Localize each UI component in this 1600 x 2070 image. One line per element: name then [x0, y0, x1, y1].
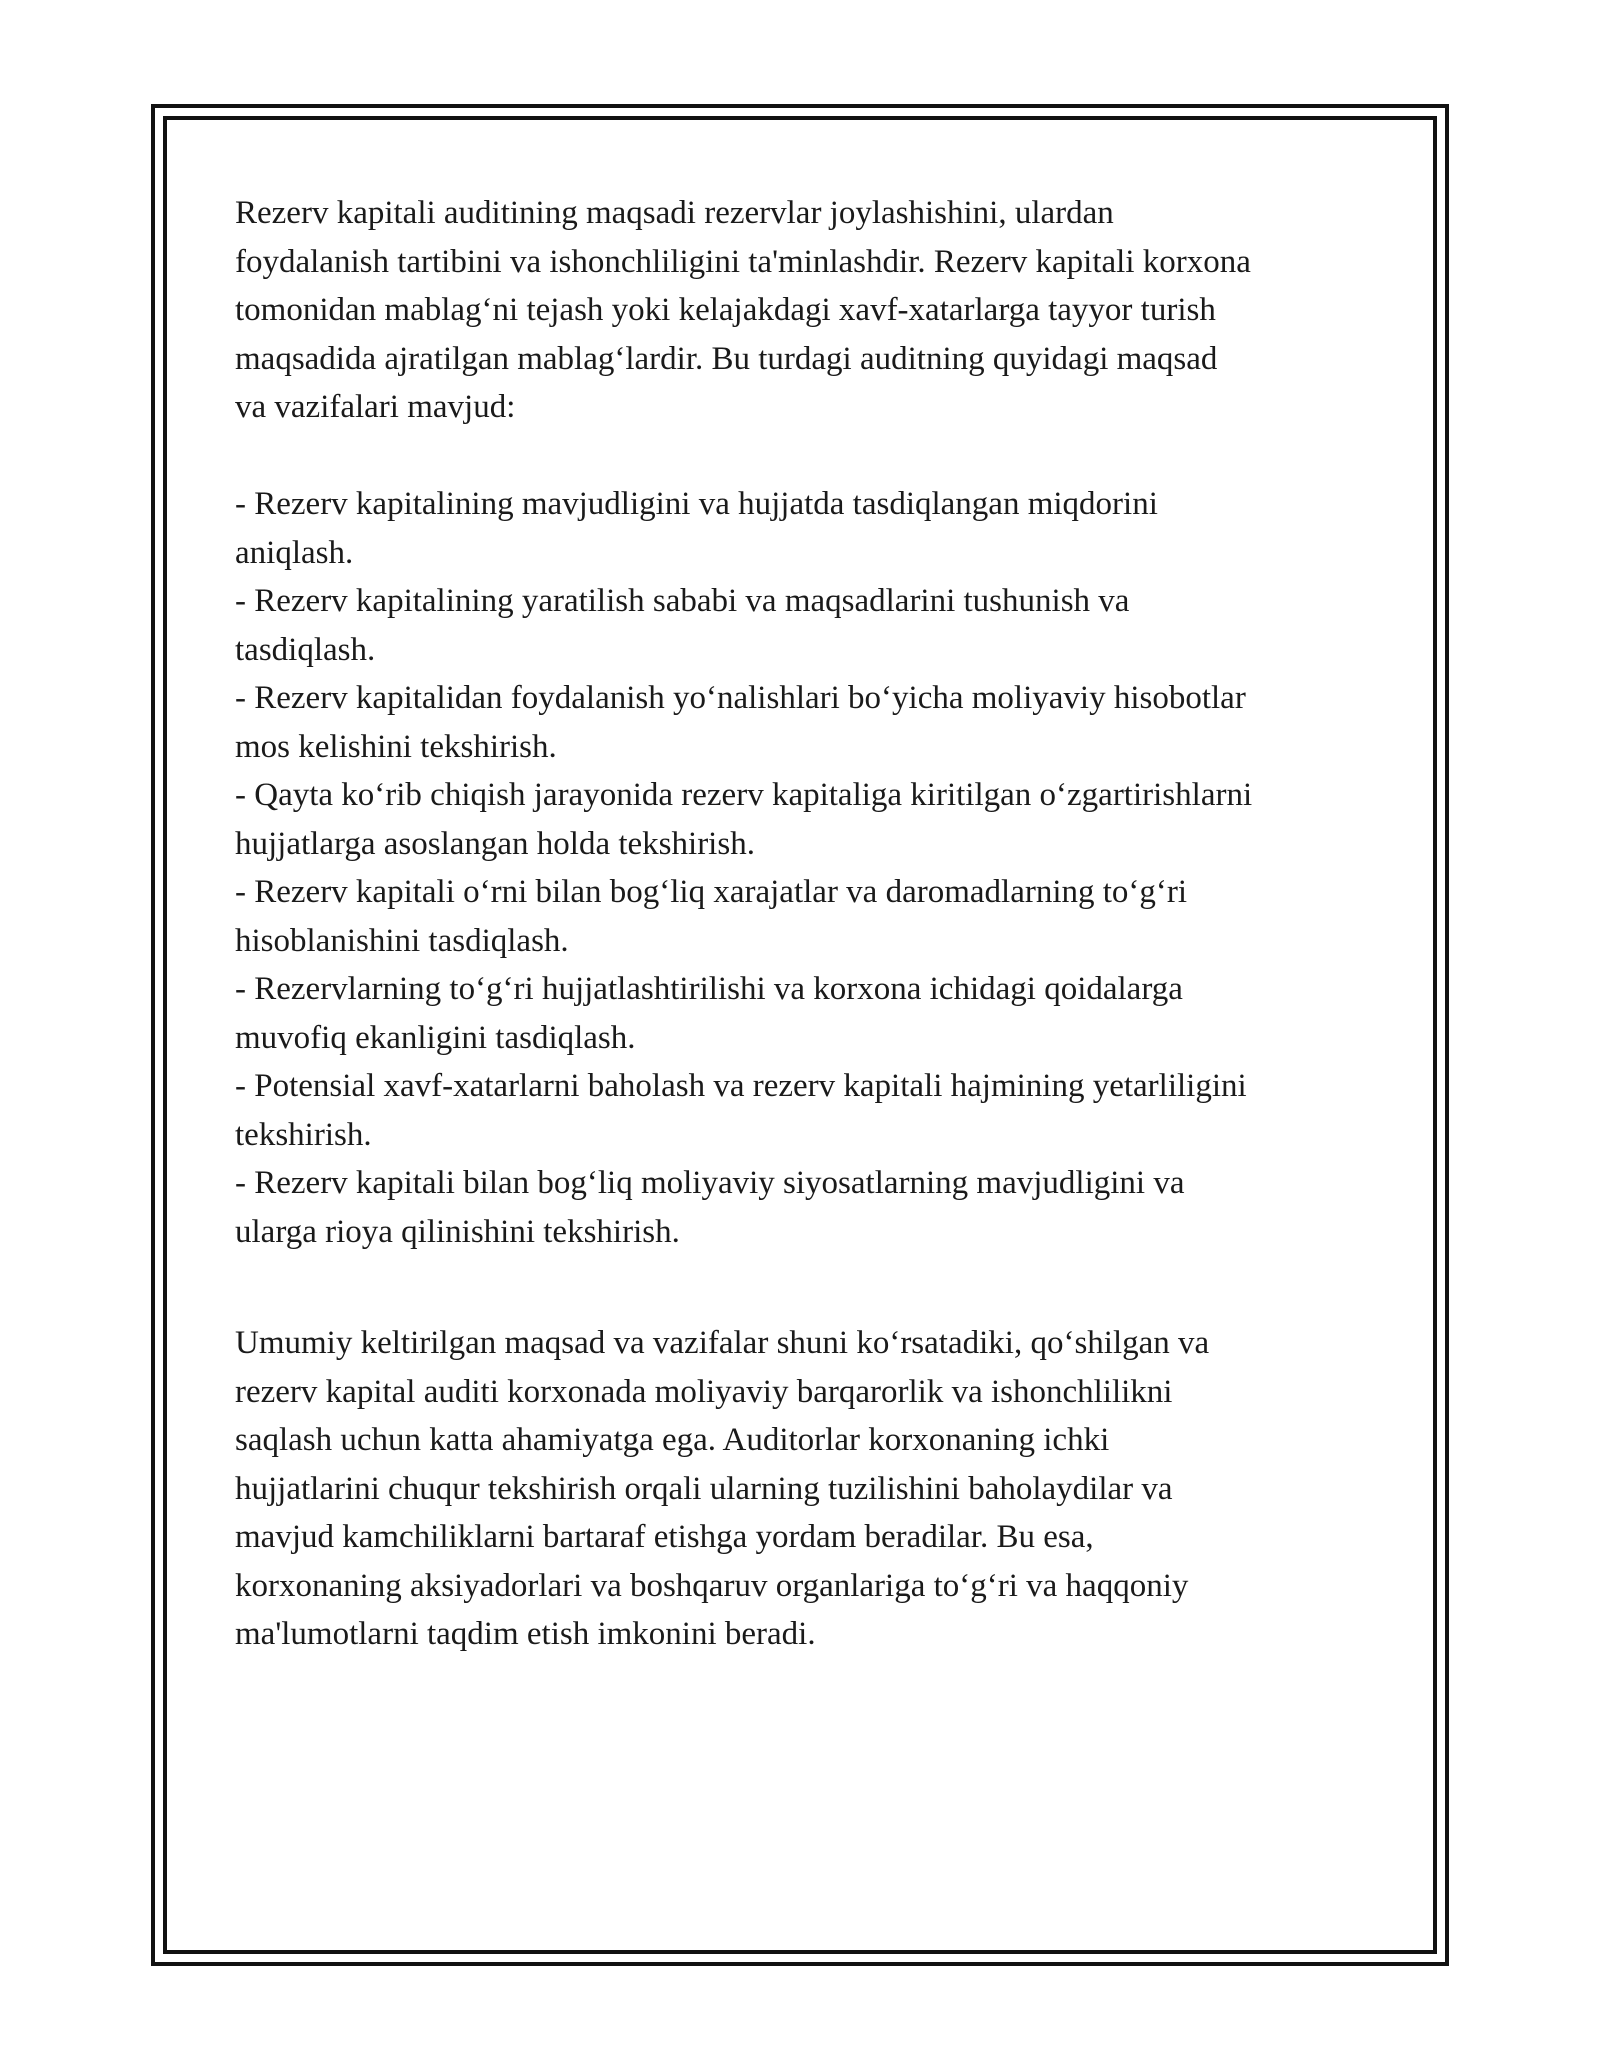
- list-item: - Rezerv kapitalidan foydalanish yo‘nalishlari bo‘yicha moliyaviy hisobotlar mos kelishini tekshirish.: [235, 680, 1246, 765]
- paragraph-spacer: [235, 432, 1375, 481]
- intro-paragraph: Rezerv kapitali auditining maqsadi rezervlar joylashishini, ulardan foydalanish tartibini va ishonchliligini ta'minlashdir. Rezerv kapitali korxona tomonidan mablag‘ni tejash yoki kelajakdagi xavf-xatarlarga tayyor turish maqsadida ajratilgan mablag‘lardir. Bu turdagi auditning quyidagi maqsad va vazifalari mavjud:: [235, 195, 1251, 425]
- document-body: [235, 189, 1375, 1659]
- conclusion-paragraph: Umumiy keltirilgan maqsad va vazifalar shuni ko‘rsatadiki, qo‘shilgan va rezerv kapital auditi korxonada moliyaviy barqarorlik va ishonchlilikni saqlash uchun katta ahamiyatga ega. Auditorlar korxonaning ichki hujjatlarini chuqur tekshirish orqali ularning tuzilishini baholaydilar va mavjud kamchiliklarni bartaraf etishga yordam beradilar. Bu esa, korxonaning aksiyadorlari va boshqaruv organlariga to‘g‘ri va haqqoniy ma'lumotlarni taqdim etish imkonini beradi.: [235, 1325, 1210, 1652]
- list-item: - Qayta ko‘rib chiqish jarayonida rezerv kapitaliga kiritilgan o‘zgartirishlarni hujjatlarga asoslangan holda tekshirish.: [235, 777, 1253, 862]
- list-item: - Rezervlarning to‘g‘ri hujjatlashtirilishi va korxona ichidagi qoidalarga muvofiq ekanligini tasdiqlash.: [235, 971, 1183, 1056]
- paragraph-spacer: [235, 1256, 1375, 1319]
- list-item: - Rezerv kapitalining yaratilish sababi va maqsadlarini tushunish va tasdiqlash.: [235, 583, 1130, 668]
- list-item: - Rezerv kapitalining mavjudligini va hujjatda tasdiqlangan miqdorini aniqlash.: [235, 486, 1158, 571]
- list-item: - Potensial xavf-xatarlarni baholash va rezerv kapitali hajmining yetarliligini tekshirish.: [235, 1068, 1247, 1153]
- list-item: - Rezerv kapitali o‘rni bilan bog‘liq xarajatlar va daromadlarning to‘g‘ri hisoblanishini tasdiqlash.: [235, 874, 1188, 959]
- list-item: - Rezerv kapitali bilan bog‘liq moliyaviy siyosatlarning mavjudligini va ularga rioya qilinishini tekshirish.: [235, 1165, 1185, 1250]
- objectives-list: [235, 480, 1375, 1256]
